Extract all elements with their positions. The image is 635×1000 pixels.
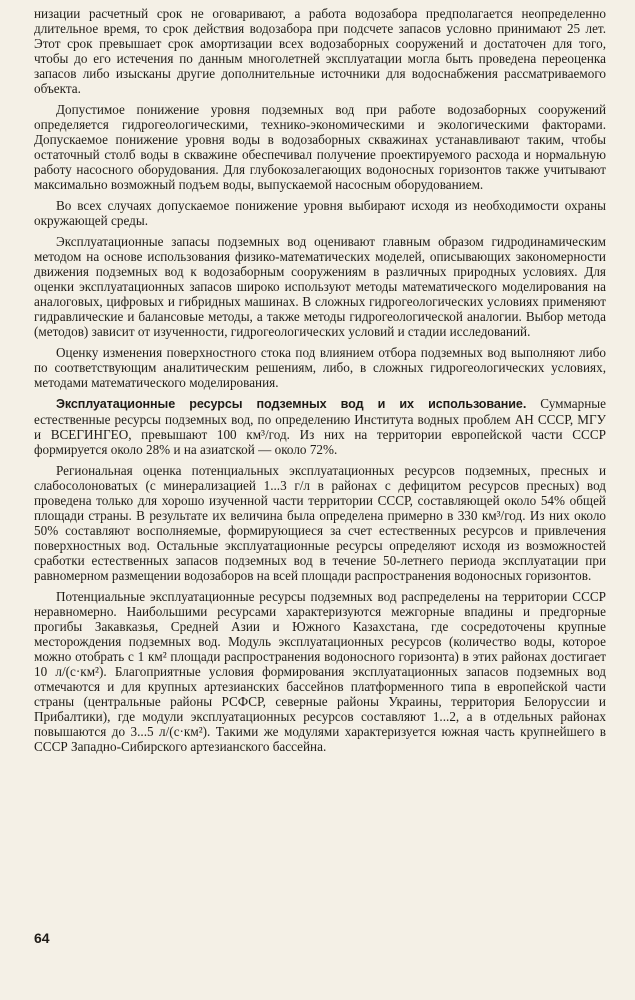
paragraph-6 xyxy=(34,396,606,457)
paragraph-4: Эксплуатационные запасы подземных вод оценивают главным образом гидродинамическим методом на основе использования физико-математических моделей, описывающих закономерности движения подземных вод к водозаборным сооружениям в различных природных условиях. Для оценки эксплуатационных запасов широко используют методы математического моделирования на аналоговых, цифровых и гибридных машинах. В сложных гидрогеологических условиях применяют гидравлические и балансовые методы, а также методы гидрогеологической аналогии. Выбор метода (методов) зависит от изученности, гидрогеологических условий и стадии исследований. xyxy=(34,234,606,339)
section-heading: Эксплуатационные ресурсы подземных вод и их использование. xyxy=(56,397,527,411)
paragraph-6-text: Суммарные естественные ресурсы подземных вод, по определению Института водных проблем АН СССР, МГУ и ВСЕГИНГЕО, превышают 100 км³/год. Из них на территории европейской части СССР формируется около 28% и на азиатской — около 72%. xyxy=(34,396,606,457)
paragraph-7: Региональная оценка потенциальных эксплуатационных ресурсов подземных, пресных и слабосолоноватых (с минерализацией 1...3 г/л в районах с дефицитом ресурсов пресных) вод проведена только для хорошо изученной части территории СССР, составляющей около 54% общей площади страны. В результате их величина была определена примерно в 330 км³/год. Из них около 50% составляют восполняемые, формирующиеся за счет естественных ресурсов и привлечения поверхностных вод. Остальные эксплуатационные ресурсы определяют исходя из возможностей сработки естественных запасов подземных вод в течение 50-летнего периода эксплуатации при равномерном размещении водозаборов на всей площади распространения водоносных горизонтов. xyxy=(34,463,606,583)
page-number: 64 xyxy=(34,930,50,946)
page-body xyxy=(34,6,606,956)
paragraph-3: Во всех случаях допускаемое понижение уровня выбирают исходя из необходимости охраны окружающей среды. xyxy=(34,198,606,228)
paragraph-2: Допустимое понижение уровня подземных вод при работе водозаборных сооружений определяется гидрогеологическими, технико-экономическими и экологическими факторами. Допускаемое понижение уровня воды в водозаборных скважинах устанавливают таким, чтобы остаточный столб воды в скважине обеспечивал получение проектируемого расхода и нормальную работу насосного оборудования. Для глубокозалегающих водоносных горизонтов также учитывают максимально возможный подъем воды, выпускаемой насосным оборудованием. xyxy=(34,102,606,192)
paragraph-1: низации расчетный срок не оговаривают, а работа водозабора предполагается неопределенно длительное время, то срок действия водозабора при подсчете запасов условно принимают 25 лет. Этот срок превышает срок амортизации всех водозаборных сооружений и достаточен для того, чтобы до его истечения по данным многолетней эксплуатации могла быть проведена переоценка запасов либо изысканы другие дополнительные источники для водоснабжения рассматриваемого объекта. xyxy=(34,6,606,96)
paragraph-5: Оценку изменения поверхностного стока под влиянием отбора подземных вод выполняют либо по соответствующим аналитическим решениям, либо, в сложных гидрогеологических условиях, методами математического моделирования. xyxy=(34,345,606,390)
paragraph-8: Потенциальные эксплуатационные ресурсы подземных вод распределены на территории СССР неравномерно. Наибольшими ресурсами характеризуются межгорные впадины и предгорные прогибы Закавказья, Средней Азии и Южного Казахстана, где сосредоточены крупные месторождения подземных вод. Модуль эксплуатационных ресурсов (количество воды, которое можно отобрать с 1 км² площади распространения водоносного горизонта) в этих районах достигает 10 л/(с·км²). Благоприятные условия формирования эксплуатационных запасов подземных вод отмечаются и для крупных артезианских бассейнов платформенного типа в европейской части страны (центральные районы РСФСР, северные районы Украины, территория Белоруссии и Прибалтики), где модули эксплуатационных ресурсов составляют 1...2, а в отдельных районах повышаются до 3...5 л/(с·км²). Такими же модулями характеризуется южная часть крупнейшего в СССР Западно-Сибирского артезианского бассейна. xyxy=(34,589,606,754)
